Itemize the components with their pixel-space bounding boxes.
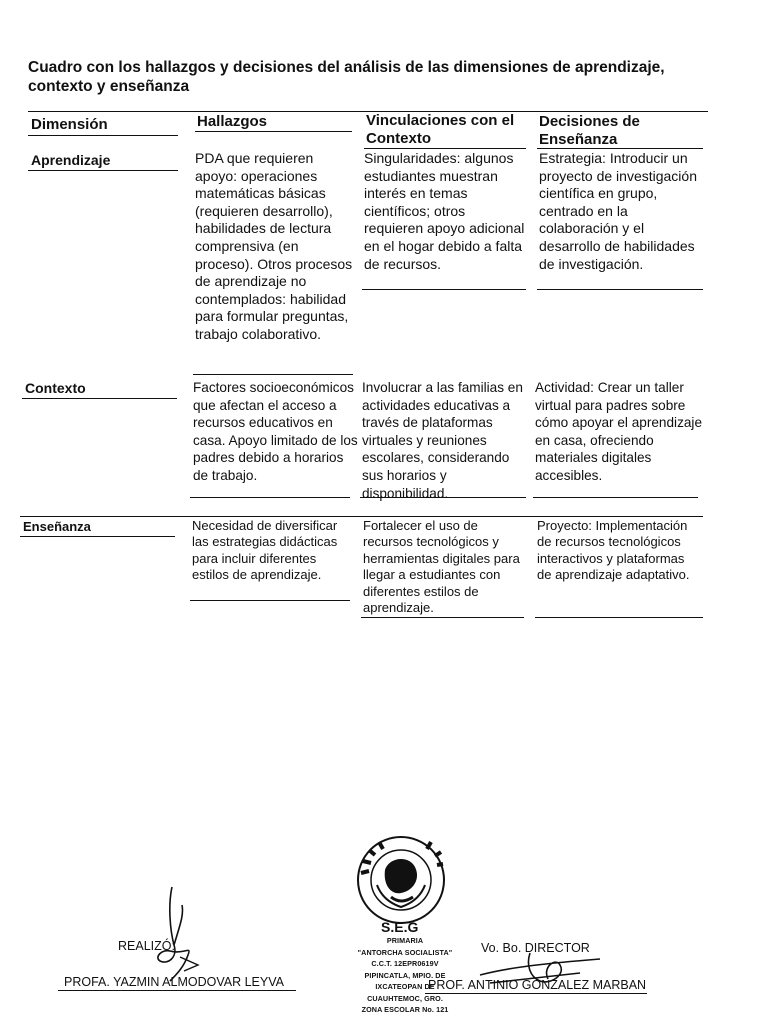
row3-vinculaciones: Fortalecer el uso de recursos tecnológicos y herramientas digitales para llegar a estudiantes con diferentes estilos de aprendizaje. xyxy=(363,518,520,616)
row-dimension-aprendizaje: Aprendizaje xyxy=(31,152,111,168)
official-seal xyxy=(355,835,447,925)
director-signature-line xyxy=(425,993,647,994)
row1-hallazgos: PDA que requieren apoyo: operaciones matemáticas básicas (requieren desarrollo), habilidades de lectura comprensiva (en proceso). Otros procesos de aprendizaje no contemplados: habilidad para formular preguntas, trabajo colaborativo. xyxy=(195,150,353,342)
row2-hallazgos-underline xyxy=(190,497,350,498)
row1-dimension-underline xyxy=(28,170,178,171)
teacher-signature-line xyxy=(58,990,296,991)
row2-dimension-underline xyxy=(22,398,177,399)
row2-decisiones: Actividad: Crear un taller virtual para padres sobre cómo apoyar el aprendizaje en casa, ofreciendo materiales digitales accesibles. xyxy=(535,380,703,483)
stamp-line: IXCATEOPAN DE xyxy=(375,982,435,991)
director-name: PROF. ANTINIO GONZALEZ MARBAN xyxy=(428,978,647,992)
row2-vinculaciones: Involucrar a las familias en actividades educativas a través de plataformas virtuales y reuniones escolares, considerando sus horarios y disponibilidad. xyxy=(362,380,523,501)
header-underline-vinculaciones xyxy=(364,148,526,149)
row1-vinculaciones-underline xyxy=(362,289,526,290)
header-decisiones: Decisiones de Enseñanza xyxy=(539,113,640,148)
row-dimension-ensenanza: Enseñanza xyxy=(23,519,91,534)
stamp-seg: S.E.G xyxy=(381,919,419,935)
stamp-line: "ANTORCHA SOCIALISTA" xyxy=(357,947,453,957)
stamp-text-block xyxy=(335,935,475,1016)
row2-decisiones-underline xyxy=(533,497,698,498)
document-title: Cuadro con los hallazgos y decisiones del análisis de las dimensiones de aprendizaje, contexto y enseñanza xyxy=(28,59,665,95)
header-underline-dimension xyxy=(28,135,178,136)
row3-vinculaciones-underline xyxy=(361,617,524,618)
row1-vinculaciones: Singularidades: algunos estudiantes muestran interés en temas científicos; otros requieren apoyo adicional en el hogar debido a falta de recursos. xyxy=(364,150,525,272)
header-underline-hallazgos xyxy=(195,131,352,132)
vobo-label: Vo. Bo. DIRECTOR xyxy=(481,941,590,955)
row3-decisiones: Proyecto: Implementación de recursos tecnológicos interactivos y plataformas de aprendizaje adaptativo. xyxy=(537,518,690,583)
stamp-line: PIPINCATLA, MPIO. DE xyxy=(364,970,446,980)
stamp-line: C.C.T. 12EPR0619V xyxy=(371,959,439,968)
header-underline-decisiones xyxy=(537,148,703,149)
row2-hallazgos: Factores socioeconómicos que afectan el acceso a recursos educativos en casa. Apoyo limitado de los padres debido a horarios de trabajo. xyxy=(193,380,358,483)
realizo-label: REALIZÓ: xyxy=(118,939,175,953)
row-dimension-contexto: Contexto xyxy=(25,380,86,396)
row3-decisiones-underline xyxy=(535,617,703,618)
teacher-name: PROFA. YAZMIN ALMODOVAR LEYVA xyxy=(64,975,284,989)
stamp-line: CUAUHTEMOC, GRO. xyxy=(367,993,443,1003)
row3-top-rule xyxy=(20,516,703,517)
row3-dimension-underline xyxy=(20,536,175,537)
stamp-line: PRIMARIA xyxy=(386,936,424,945)
row3-hallazgos-underline xyxy=(190,600,350,601)
row3-hallazgos: Necesidad de diversificar las estrategias didácticas para incluir diferentes estilos de aprendizaje. xyxy=(192,518,338,583)
header-vinculaciones: Vinculaciones con el Contexto xyxy=(366,112,515,147)
row1-hallazgos-underline xyxy=(193,374,353,375)
header-dimension: Dimensión xyxy=(31,116,108,133)
header-hallazgos: Hallazgos xyxy=(197,113,268,130)
row2-vinculaciones-underline xyxy=(360,497,526,498)
stamp-line: ZONA ESCOLAR No. 121 xyxy=(361,1005,449,1014)
row1-decisiones: Estrategia: Introducir un proyecto de investigación científica en grupo, centrado en la colaboración y el desarrollo de habilidades de investigación. xyxy=(539,150,697,272)
row1-decisiones-underline xyxy=(537,289,703,290)
